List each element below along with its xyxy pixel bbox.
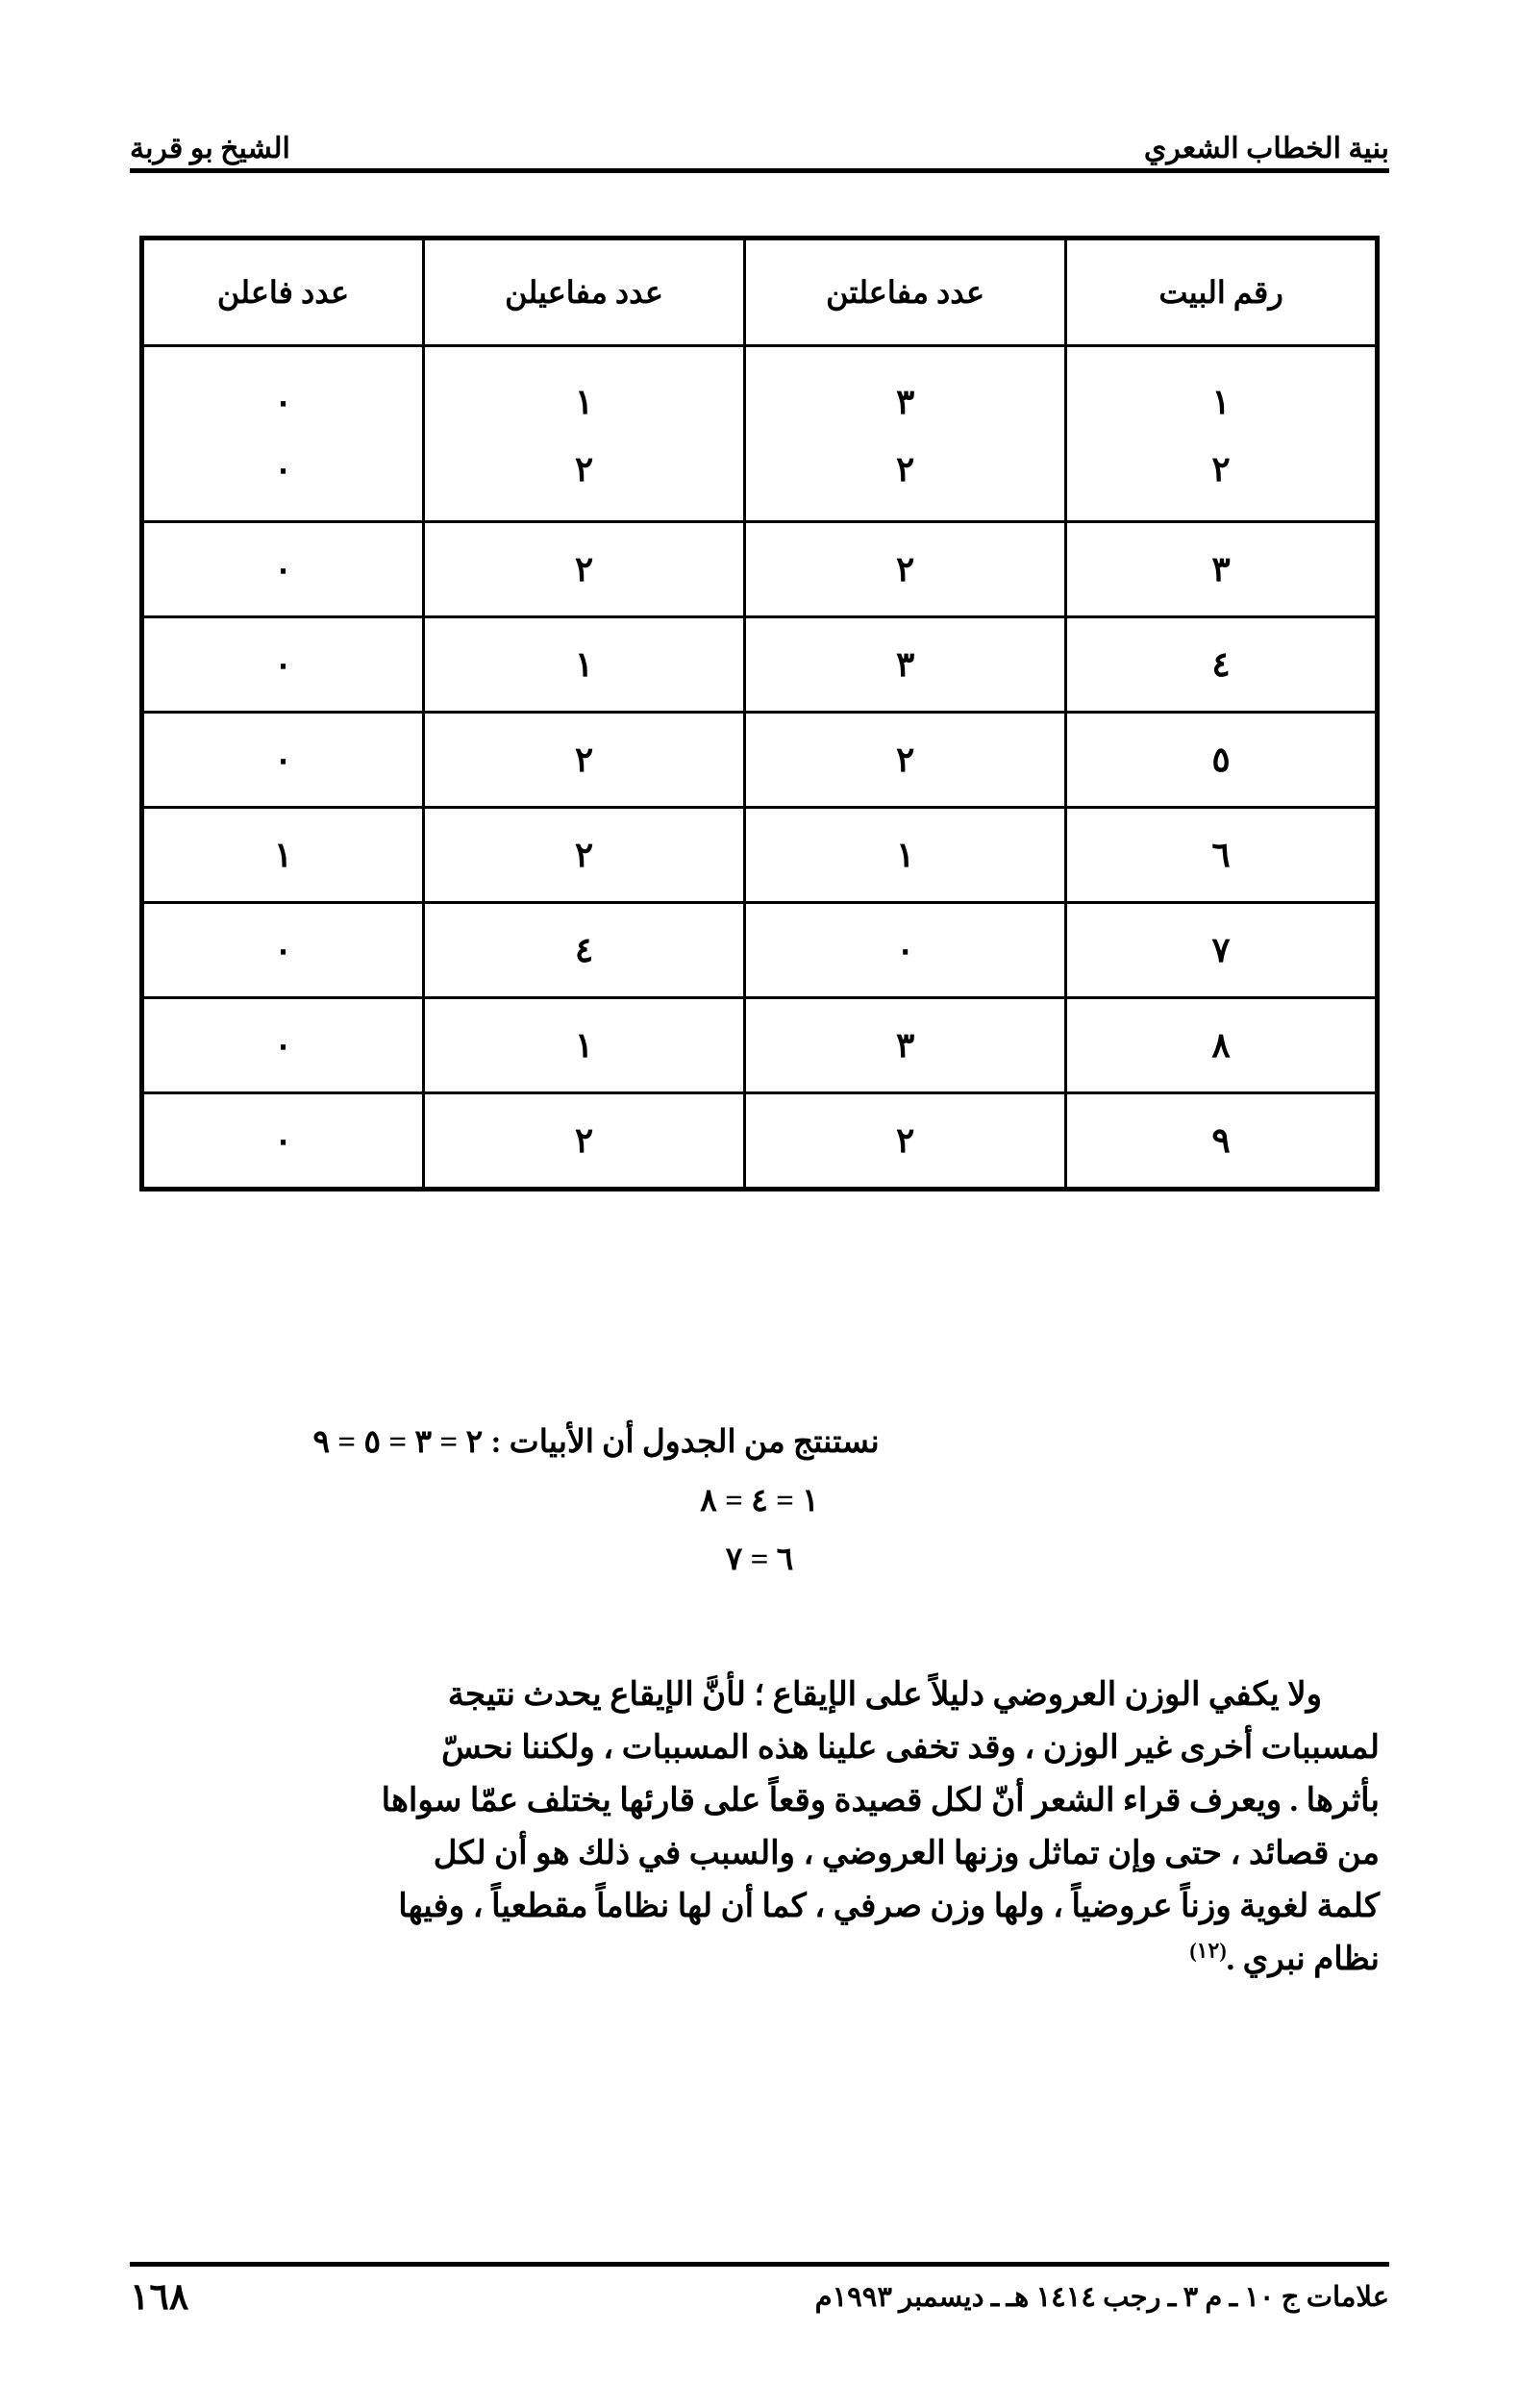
- table-header: [142, 238, 1378, 346]
- table-row: [142, 808, 1378, 903]
- cell-mufaalatun: ٢: [745, 1093, 1066, 1190]
- table-row: [142, 903, 1378, 998]
- cell-value: ٢: [1211, 450, 1231, 489]
- cell-mafaeelun: [424, 346, 745, 522]
- paragraph-line-6: [139, 1933, 1380, 1986]
- footnote-reference: (١٢): [1189, 1939, 1227, 1964]
- cell-faelun: ٠: [142, 903, 424, 998]
- cell-bayt-number: [1066, 346, 1378, 522]
- table-body: [142, 346, 1378, 1190]
- header-rule: [130, 168, 1389, 173]
- cell-mafaeelun: ٢: [424, 713, 745, 808]
- cell-value: ٠: [273, 450, 293, 489]
- cell-mafaeelun: ١: [424, 617, 745, 713]
- cell-bayt-number: ٨: [1066, 998, 1378, 1093]
- column-header-mufaalatun: عدد مفاعلتن: [745, 238, 1066, 346]
- cell-value: ٢: [574, 450, 594, 489]
- paragraph-line-4: من قصائد ، حتى وإن تماثل وزنها العروضي ، والسبب في ذلك هو أن لكل: [433, 1836, 1380, 1872]
- cell-mafaeelun: ١: [424, 998, 745, 1093]
- cell-bayt-number: ٩: [1066, 1093, 1378, 1190]
- cell-mafaeelun: ٤: [424, 903, 745, 998]
- cell-mufaalatun: ٣: [745, 617, 1066, 713]
- prosody-table: [139, 236, 1380, 1191]
- running-head-right-title: بنية الخطاب الشعري: [1143, 133, 1389, 164]
- table-row: [142, 1093, 1378, 1190]
- cell-mufaalatun: ٣: [745, 998, 1066, 1093]
- table-row: [142, 713, 1378, 808]
- cell-mafaeelun: ٢: [424, 522, 745, 617]
- cell-faelun: ٠: [142, 1093, 424, 1190]
- body-paragraph-container: [139, 1668, 1380, 1986]
- column-header-mafaeelun: عدد مفاعيلن: [424, 238, 745, 346]
- cell-mufaalatun: ١: [745, 808, 1066, 903]
- conclusion-line-3: ٦ = ٧: [725, 1543, 794, 1578]
- cell-faelun: ٠: [142, 998, 424, 1093]
- cell-mufaalatun: [745, 346, 1066, 522]
- footer-rule: [130, 2262, 1389, 2267]
- cell-value: ٣: [895, 382, 915, 421]
- cell-mufaalatun: ٢: [745, 713, 1066, 808]
- conclusion-line-1: نستنتج من الجدول أن الأبيات : ٢ = ٣ = ٥ = ٩: [312, 1425, 880, 1460]
- conclusion-block: [139, 1414, 1380, 1590]
- cell-mufaalatun: ٠: [745, 903, 1066, 998]
- paragraph-line-6-text: نظام نبري .: [1226, 1942, 1380, 1978]
- cell-faelun: ٠: [142, 522, 424, 617]
- cell-mafaeelun: ٢: [424, 808, 745, 903]
- cell-value: ٠: [273, 382, 293, 421]
- cell-value: ٢: [895, 450, 915, 489]
- cell-bayt-number: ٧: [1066, 903, 1378, 998]
- running-head-left-author: الشيخ بو قربة: [130, 133, 290, 164]
- cell-faelun: [142, 346, 424, 522]
- cell-faelun: ٠: [142, 617, 424, 713]
- column-header-bayt-number: رقم البيت: [1066, 238, 1378, 346]
- table-row: [142, 346, 1378, 522]
- column-header-faelun: عدد فاعلن: [142, 238, 424, 346]
- running-head: [130, 104, 1389, 173]
- paragraph-line-5: كلمة لغوية وزناً عروضياً ، ولها وزن صرفي ، كما أن لها نظاماً مقطعياً ، وفيها: [398, 1889, 1380, 1925]
- cell-bayt-number: ٥: [1066, 713, 1378, 808]
- table-header-row: [142, 238, 1378, 346]
- cell-faelun: ١: [142, 808, 424, 903]
- cell-bayt-number: ٦: [1066, 808, 1378, 903]
- page-footer: [130, 2262, 1389, 2348]
- paragraph-line-1: ولا يكفي الوزن العروضي دليلاً على الإيقاع ؛ لأنَّ الإيقاع يحدث نتيجة: [447, 1677, 1322, 1713]
- cell-mufaalatun: ٢: [745, 522, 1066, 617]
- footer-citation: علامات ج ١٠ ـ م ٣ ـ رجب ١٤١٤ هـ ـ ديسمبر ١٩٩٣م: [814, 2282, 1389, 2313]
- cell-value: ١: [574, 382, 594, 421]
- cell-bayt-number: ٤: [1066, 617, 1378, 713]
- body-paragraph: [139, 1668, 1380, 1986]
- cell-bayt-number: ٣: [1066, 522, 1378, 617]
- table-row: [142, 522, 1378, 617]
- table-row: [142, 617, 1378, 713]
- paragraph-line-2: لمسببات أخرى غير الوزن ، وقد تخفى علينا هذه المسببات ، ولكننا نحسّ: [441, 1730, 1380, 1767]
- conclusion-line-2: ١ = ٤ = ٨: [700, 1484, 819, 1519]
- page-number: ١٦٨: [130, 2277, 189, 2318]
- cell-mafaeelun: ٢: [424, 1093, 745, 1190]
- cell-faelun: ٠: [142, 713, 424, 808]
- prosody-table-container: [139, 236, 1380, 1191]
- paragraph-line-3: بأثرها . ويعرف قراء الشعر أنّ لكل قصيدة وقعاً على قارئها يختلف عمّا سواها: [381, 1783, 1380, 1819]
- table-row: [142, 998, 1378, 1093]
- cell-value: ١: [1211, 382, 1231, 421]
